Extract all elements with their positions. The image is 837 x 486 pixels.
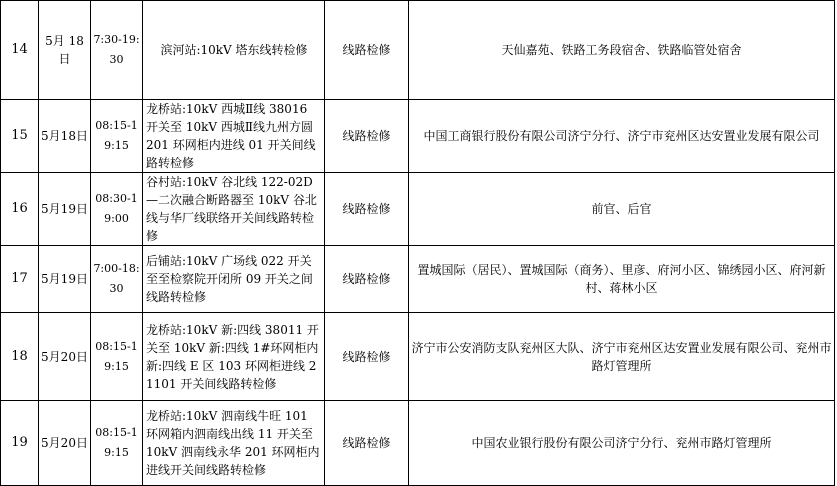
row-date: 5月19日 — [39, 246, 91, 313]
row-time: 7:00-18:30 — [91, 246, 143, 313]
row-time: 08:30-19:00 — [91, 173, 143, 246]
table-row — [1, 173, 835, 246]
row-date: 5月18日 — [39, 100, 91, 173]
table-row — [1, 313, 835, 401]
row-date: 5月 18日 — [39, 1, 91, 100]
row-type: 线路检修 — [325, 401, 409, 486]
row-area: 中国工商银行股份有限公司济宁分行、济宁市兖州区达安置业发展有限公司 — [409, 100, 835, 173]
row-time: 08:15-19:15 — [91, 100, 143, 173]
row-type: 线路检修 — [325, 100, 409, 173]
row-type: 线路检修 — [325, 313, 409, 401]
row-number: 14 — [1, 1, 39, 100]
row-location: 龙桥站:10kV 新:四线 38011 开关至 10kV 新:四线 1#环网柜内新:四线 E 区 103 环网柜进线 21101 开关间线路转检修 — [143, 313, 325, 401]
row-area: 天仙嘉苑、铁路工务段宿舍、铁路临管处宿舍 — [409, 1, 835, 100]
row-location: 滨河站:10kV 塔东线转检修 — [143, 1, 325, 100]
row-time: 08:15-19:15 — [91, 401, 143, 486]
row-type: 线路检修 — [325, 173, 409, 246]
row-area: 置城国际（居民）、置城国际（商务）、里彦、府河小区、锦绣园小区、府河新村、蒋林小区 — [409, 246, 835, 313]
table-row — [1, 1, 835, 100]
row-number: 17 — [1, 246, 39, 313]
row-number: 16 — [1, 173, 39, 246]
table-row — [1, 100, 835, 173]
row-type: 线路检修 — [325, 246, 409, 313]
row-date: 5月20日 — [39, 313, 91, 401]
row-area: 济宁市公安消防支队兖州区大队、济宁市兖州区达安置业发展有限公司、兖州市路灯管理所 — [409, 313, 835, 401]
table-row — [1, 401, 835, 486]
row-type: 线路检修 — [325, 1, 409, 100]
row-location: 龙桥站:10kV 西城Ⅱ线 38016 开关至 10kV 西城Ⅱ线九州方圆 201 环网柜内进线 01 开关间线路转检修 — [143, 100, 325, 173]
row-time: 08:15-19:15 — [91, 313, 143, 401]
row-number: 15 — [1, 100, 39, 173]
row-location: 后铺站:10kV 广场线 022 开关至至检察院开闭所 09 开关之间线路转检修 — [143, 246, 325, 313]
row-date: 5月20日 — [39, 401, 91, 486]
row-location: 谷村站:10kV 谷北线 122-02D—二次融合断路器至 10kV 谷北线与华厂线联络开关间线路转检修 — [143, 173, 325, 246]
row-area: 前官、后官 — [409, 173, 835, 246]
row-number: 18 — [1, 313, 39, 401]
row-area: 中国农业银行股份有限公司济宁分行、兖州市路灯管理所 — [409, 401, 835, 486]
table-row — [1, 246, 835, 313]
row-date: 5月19日 — [39, 173, 91, 246]
row-location: 龙桥站:10kV 泗南线牛旺 101 环网箱内泗南线出线 11 开关至 10kV 泗南线永华 201 环网柜内进线开关间线路转检修 — [143, 401, 325, 486]
row-number: 19 — [1, 401, 39, 486]
row-time: 7:30-19:30 — [91, 1, 143, 100]
